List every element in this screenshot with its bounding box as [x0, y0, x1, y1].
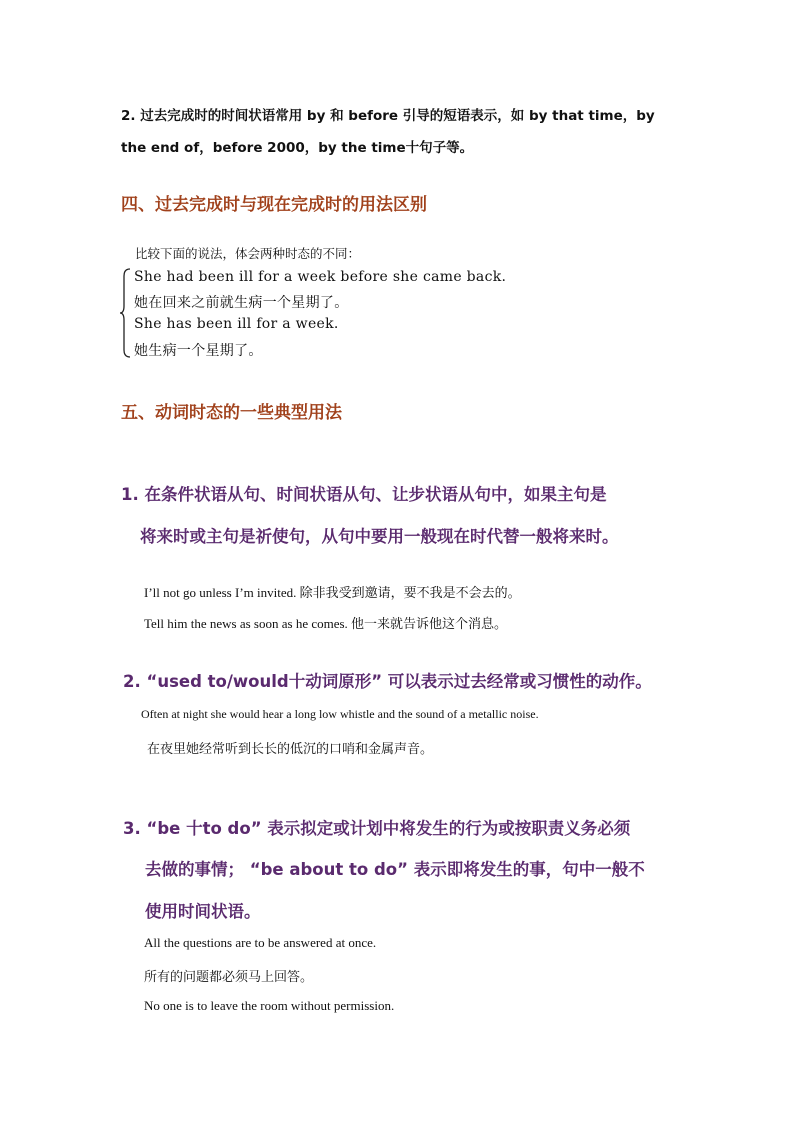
- rule2-example-2: 在夜里她经常听到长长的低沉的口哨和金属声音。: [147, 742, 434, 757]
- section4-example-2: 她在回来之前就生病一个星期了。: [134, 295, 349, 311]
- rule3-example-2: 所有的问题都必须马上回答。: [144, 970, 314, 985]
- point2-line1: 2. 过去完成时的时间状语常用 by 和 before 引导的短语表示，如 by that time，by: [121, 108, 655, 124]
- section4-example-3: She has been ill for a week.: [134, 316, 339, 332]
- rule3-example-3: No one is to leave the room without permission.: [144, 998, 395, 1013]
- rule1-line2: 将来时或主句是祈使句，从句中要用一般现在时代替一般将来时。: [140, 527, 619, 546]
- rule3-line1: 3. “be 十to do” 表示拟定或计划中将发生的行为或按职责义务必须: [123, 819, 631, 838]
- section4-example-1: She had been ill for a week before she came back.: [134, 269, 507, 285]
- brace-icon: [119, 268, 131, 358]
- rule3-example-1: All the questions are to be answered at once.: [144, 935, 377, 950]
- section4-intro: 比较下面的说法，体会两种时态的不同：: [135, 246, 361, 261]
- rule2-example-1: Often at night she would hear a long low whistle and the sound of a metallic noise.: [141, 707, 539, 721]
- rule1-example-2: Tell him the news as soon as he comes. 他一来就告诉他这个消息。: [144, 616, 508, 631]
- section4-example-4: 她生病一个星期了。: [134, 343, 263, 359]
- section4-heading: 四、过去完成时与现在完成时的用法区别: [121, 195, 427, 215]
- rule3-line3: 使用时间状语。: [145, 902, 261, 921]
- rule1-example-1: I’ll not go unless I’m invited. 除非我受到邀请，要不我是不会去的。: [144, 585, 521, 600]
- section5-heading: 五、动词时态的一些典型用法: [121, 403, 342, 423]
- point2-line2: the end of，before 2000，by the time十句子等。: [121, 140, 474, 156]
- rule2-line1: 2. “used to/would十动词原形” 可以表示过去经常或习惯性的动作。: [123, 672, 652, 691]
- rule3-line2: 去做的事情； “be about to do” 表示即将发生的事，句中一般不: [145, 860, 645, 879]
- rule1-line1: 1. 在条件状语从句、时间状语从句、让步状语从句中，如果主句是: [121, 485, 607, 504]
